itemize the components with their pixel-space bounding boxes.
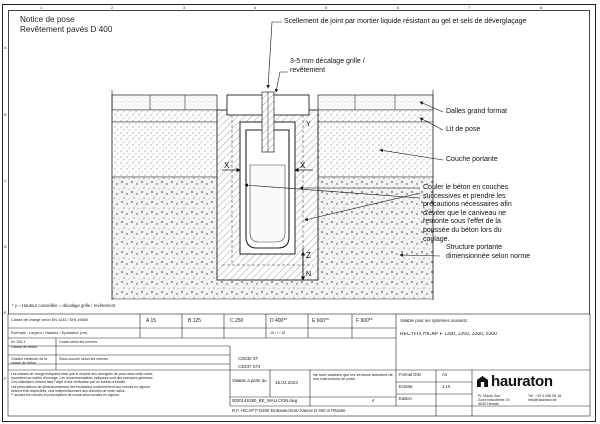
zone-row-d: D [4,244,7,249]
couler-line-7: coulage. [423,235,450,243]
tb-address [478,394,510,407]
tb-scale-value: 1:10 [442,385,451,389]
zone-col-4: 4 [254,5,257,10]
pavers-right [318,95,433,110]
zone-row-b: B [4,112,7,117]
legal-line-4: Les prescriptions de dimensionnement des fondations conformément aux normes en vigueur [11,384,151,389]
tb-valid-label: Valable pour les systèmes suivants : [400,319,470,323]
tb-legal-text [11,372,227,397]
annotation-joint: Scellement de joint par mortier liquide résistant au gel et sels de déverglaçage [284,18,527,25]
tb-class-a15: A 15 [146,318,157,324]
footnote: * y = Hauteur conseillée = décalage grille / revêtement [12,303,116,308]
zone-col-8: 8 [540,5,543,10]
tb-grades-minimum: Grades minimum de la classe de béton [11,357,48,366]
tb-class-beton: Classe de béton [11,345,37,349]
company-logo [477,373,553,390]
couler-line-3: précautions nécessaires afin [423,201,512,209]
tb-beton-val1: C25/30 XF [238,357,259,361]
tb-class-e600: E 600** [312,318,329,324]
address-line-1: Pr. Mauls Sarl [478,394,501,398]
structure-line-1: Structure portante [446,244,503,251]
legal-line-5: doivent être respectées, ceci indépendamment des données de cette notice. [11,388,126,393]
tb-example-values: 15 / * / 15 [270,331,286,335]
couler-line-1: Couler le béton en couches [423,184,509,191]
label-x-left: X [224,161,230,170]
tb-grade-norms: Grade selon les normes [59,340,98,344]
legal-line-2: incombent au maître d'ouvrage. Les recommandations indiquées sont des exemples généraux. [11,376,154,381]
label-y: Y [306,121,311,128]
zone-col-1: 1 [40,5,43,10]
annotation-dalles: Dalles grand format [446,108,508,115]
legal-line-1: Les classes de charge indiquées ainsi que le respect des consignes de pose dans cette notice, [11,372,154,376]
tb-valid-systems: RECYFIX HICAP F 1300, 2300, 3300, 5300 [400,332,497,337]
tb-example-label: Exemple : Largeur / Hauteur / Épaisseur (cm) [11,331,88,335]
zone-col-7: 7 [468,5,471,10]
annotation-offset-1: 3-5 mm décalage grille / [290,58,365,65]
bedding-layer-left [112,110,217,122]
pavers-left [112,95,217,110]
tb-souscouche: Sous-couche selon les normes [59,357,109,361]
annotation-offset-2: revêtement [290,67,326,74]
zone-col-3: 3 [183,5,186,10]
legal-line-3: Ces indications doivent faire l'objet d'une vérification par un bureau d'études. [11,380,127,385]
label-x-right: X [300,161,306,170]
tb-versions-note: Ne sont valables que les versions actuelles de nos instructions de pose. [313,373,393,382]
zone-row-e: E [4,310,7,315]
zone-row-a: A [4,45,7,50]
tb-class-f900: F 900** [356,318,373,324]
tb-sheet-no: 4 [372,399,375,403]
title-line-1: Notice de pose [20,15,75,24]
logo-mark-icon [477,376,488,387]
tb-load-class-label: Classe de charge selon EN 1433 / DIN 19580 [11,318,88,322]
couler-line-2: successives et prendre les [423,192,506,200]
zone-col-2: 2 [111,5,114,10]
tb-drawing-file: 000014S280_BE_WALLOON.dwg [232,399,298,403]
couler-line-5: remonte sous l'effet de la [423,218,501,226]
couler-line-6: poussée du béton lors du [423,226,502,234]
label-n: N [306,271,312,278]
zone-col-5: 5 [325,5,328,10]
company-name: hauraton [491,373,553,390]
tb-class-b125: B 125 [188,318,202,324]
title-line-2: Revêtement pavés D 400 [20,25,113,34]
bedding-layer-right [318,110,433,122]
tb-scale-label: Echelle [399,385,413,389]
couler-line-4: d'éviter que le caniveau ne [423,209,507,217]
contact-line-2: info@hauraton.be [528,398,557,403]
tb-edition-label: Edition [399,397,412,401]
zone-row-c: C [4,178,7,183]
tb-valid-from-date: 15.02.2024 [275,381,298,385]
structure-line-2: dimensionnée selon norme [446,252,531,260]
annotation-lit: Lit de pose [446,126,481,133]
tb-contact [528,394,561,402]
tb-format-value: A4 [442,373,448,377]
annotation-couche: Couche portante [446,156,498,163]
base-course-left [112,122,217,177]
annotation-structure [446,244,530,261]
contact-line-1: Tél. +32 4 286 95 18 [528,394,562,398]
tb-class-c250: C 250 [230,318,244,324]
tb-en206: En 206-1 [11,340,26,344]
zone-col-6: 6 [397,5,400,10]
tb-beton-val2: C30/37 XF3 [238,365,261,369]
address-line-3: 4040 Herstal [478,402,499,407]
annotation-couler [423,184,512,244]
tb-format-label: Format DIN [399,373,421,377]
tb-footer-desc: R.F. HICAP F-D400 Einbautechnik/ Klasse D 400 in Pflaster [232,409,346,413]
tb-class-d400: D 400** [270,318,288,324]
zone-row-f: F [4,376,7,381]
base-course-right [318,122,433,177]
label-z: Z [306,251,311,260]
legal-line-6: ** suivant les normes et prescriptions de construction locales en vigueur. [11,393,120,398]
tb-valid-from-label: Valable à partir du [232,379,267,383]
address-line-2: Zone Industrielle 24 [478,398,510,403]
